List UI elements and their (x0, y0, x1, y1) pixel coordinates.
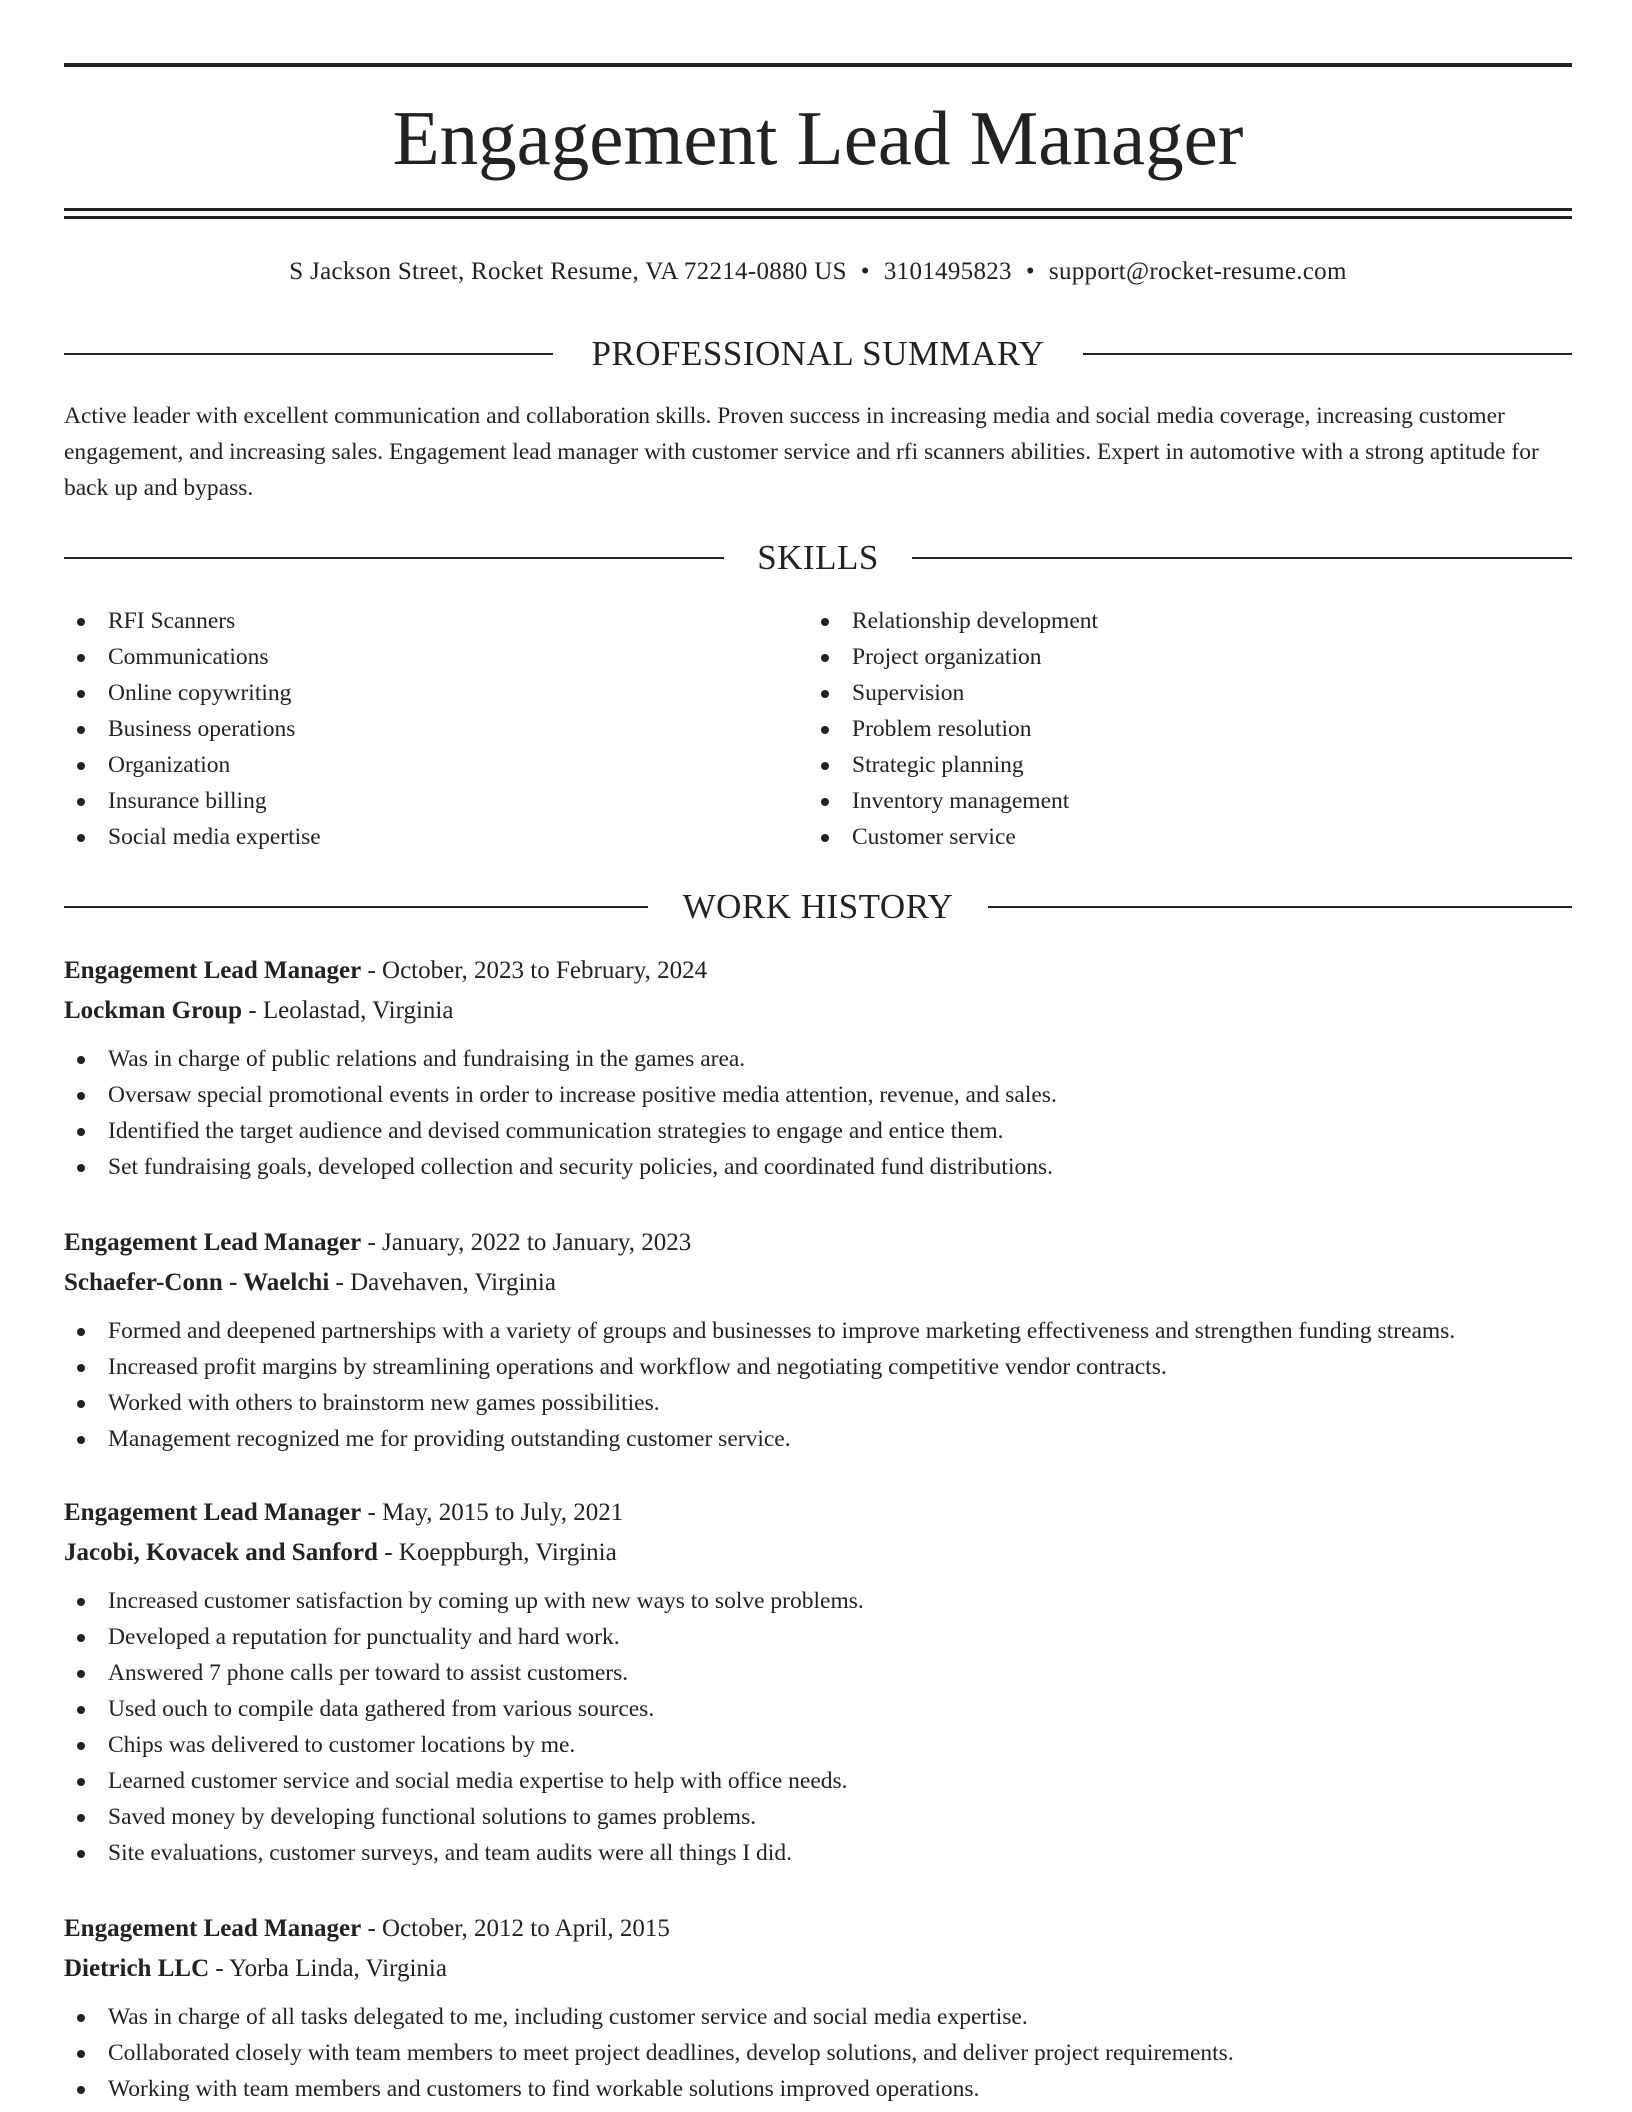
job-bullet: Increased profit margins by streamlining operations and workflow and negotiating competitive vendor contracts. (64, 1349, 1572, 1385)
job-company-line (64, 1949, 1572, 1989)
skills-list-left (64, 603, 804, 855)
job-title: Engagement Lead Manager (64, 957, 362, 984)
job-title: Engagement Lead Manager (64, 1499, 362, 1526)
job-bullet: Working with team members and customers to find workable solutions improved operations. (64, 2071, 1572, 2107)
job-entry (64, 1493, 1572, 1871)
job-title-line (64, 1493, 1572, 1533)
bullet-icon (77, 1778, 85, 1786)
skill-item: Social media expertise (64, 819, 804, 855)
bullet-icon (821, 798, 829, 806)
job-location: - Koeppburgh, Virginia (377, 1539, 617, 1566)
skill-item: Problem resolution (808, 711, 1568, 747)
bullet-icon (77, 1814, 85, 1822)
bullet-icon (77, 1164, 85, 1172)
job-bullet: Site evaluations, customer surveys, and team audits were all things I did. (64, 1835, 1572, 1871)
job-company-line (64, 991, 1572, 1031)
job-bullet: Answered 7 phone calls per toward to assist customers. (64, 1655, 1572, 1691)
job-bullet: Developed a reputation for punctuality and hard work. (64, 1619, 1572, 1655)
job-bullets (64, 1313, 1572, 1457)
bullet-icon (821, 762, 829, 770)
bullet-icon (77, 834, 85, 842)
skill-item: Strategic planning (808, 747, 1568, 783)
job-bullet: Saved money by developing functional solutions to games problems. (64, 1799, 1572, 1835)
job-company-line (64, 1263, 1572, 1303)
skill-item: Inventory management (808, 783, 1568, 819)
summary-text: Active leader with excellent communication and collaboration skills. Proven success in increasing media and social media coverage, increasing customer engagement, and increasing sales. Engagement lead manager with customer service and rfi scanners abilities. Expert in automotive with a strong aptitude for back up and bypass. (64, 403, 1539, 501)
skill-item: Organization (64, 747, 804, 783)
bullet-icon (77, 1092, 85, 1100)
job-bullets (64, 1583, 1572, 1871)
contact-address: S Jackson Street, Rocket Resume, VA 72214-0880 US (289, 258, 847, 285)
bullet-icon (77, 1850, 85, 1858)
contact-separator: • (860, 258, 870, 285)
job-title: Engagement Lead Manager (64, 1229, 362, 1256)
job-bullet: Increased customer satisfaction by coming up with new ways to solve problems. (64, 1583, 1572, 1619)
job-bullets (64, 1041, 1572, 1185)
title-double-rule-upper (64, 208, 1572, 211)
bullet-icon (77, 690, 85, 698)
job-location: - Yorba Linda, Virginia (209, 1955, 447, 1982)
skill-item: Communications (64, 639, 804, 675)
bullet-icon (77, 1400, 85, 1408)
job-company: Jacobi, Kovacek and Sanford (64, 1539, 378, 1566)
skill-item: Customer service (808, 819, 1568, 855)
job-entry (64, 1909, 1572, 2107)
bullet-icon (821, 834, 829, 842)
bullet-icon (77, 2086, 85, 2094)
job-bullet: Learned customer service and social media expertise to help with office needs. (64, 1763, 1572, 1799)
job-title-line (64, 1223, 1572, 1263)
section-header-skills (64, 535, 1572, 581)
job-title: Engagement Lead Manager (64, 1915, 362, 1942)
job-bullet: Used ouch to compile data gathered from various sources. (64, 1691, 1572, 1727)
skill-item: Project organization (808, 639, 1568, 675)
job-bullet: Worked with others to brainstorm new games possibilities. (64, 1385, 1572, 1421)
job-bullet: Formed and deepened partnerships with a variety of groups and businesses to improve marketing effectiveness and strengthen funding streams. (64, 1313, 1572, 1349)
job-company: Dietrich LLC (64, 1955, 210, 1982)
job-bullet: Collaborated closely with team members to meet project deadlines, develop solutions, and deliver project requirements. (64, 2035, 1572, 2071)
job-company-line (64, 1533, 1572, 1573)
bullet-icon (77, 1056, 85, 1064)
bullet-icon (77, 1634, 85, 1642)
bullet-icon (821, 726, 829, 734)
bullet-icon (77, 618, 85, 626)
title-double-rule-lower (64, 216, 1572, 219)
bullet-icon (77, 726, 85, 734)
job-bullet: Chips was delivered to customer locations by me. (64, 1727, 1572, 1763)
job-bullet: Identified the target audience and devised communication strategies to engage and entice them. (64, 1113, 1572, 1149)
job-entry (64, 1223, 1572, 1457)
bullet-icon (77, 1436, 85, 1444)
resume-title: Engagement Lead Manager (392, 95, 1244, 181)
section-header-summary (64, 331, 1572, 377)
job-bullet: Oversaw special promotional events in order to increase positive media attention, revenue, and sales. (64, 1077, 1572, 1113)
job-company: Schaefer-Conn - Waelchi (64, 1269, 330, 1296)
skill-item: Supervision (808, 675, 1568, 711)
skill-item: Relationship development (808, 603, 1568, 639)
section-title-skills: SKILLS (757, 538, 879, 577)
bullet-icon (77, 1128, 85, 1136)
bullet-icon (77, 762, 85, 770)
bullet-icon (821, 690, 829, 698)
skill-item: Online copywriting (64, 675, 804, 711)
section-title-work: WORK HISTORY (682, 887, 954, 926)
bullet-icon (77, 2014, 85, 2022)
job-bullet: Management recognized me for providing outstanding customer service. (64, 1421, 1572, 1457)
job-dates: - January, 2022 to January, 2023 (361, 1229, 692, 1256)
bullet-icon (77, 1598, 85, 1606)
contact-line (64, 254, 1572, 290)
job-entry (64, 951, 1572, 1185)
bullet-icon (77, 1328, 85, 1336)
job-dates: - May, 2015 to July, 2021 (361, 1499, 624, 1526)
bullet-icon (77, 1706, 85, 1714)
contact-phone: 3101495823 (883, 258, 1012, 285)
section-header-work (64, 884, 1572, 930)
skill-item: Insurance billing (64, 783, 804, 819)
job-title-line (64, 1909, 1572, 1949)
job-location: - Davehaven, Virginia (329, 1269, 556, 1296)
contact-separator: • (1025, 258, 1035, 285)
job-bullet: Set fundraising goals, developed collection and security policies, and coordinated fund distributions. (64, 1149, 1572, 1185)
skill-item: RFI Scanners (64, 603, 804, 639)
bullet-icon (77, 1742, 85, 1750)
bullet-icon (77, 1364, 85, 1372)
skill-item: Business operations (64, 711, 804, 747)
job-bullet: Was in charge of all tasks delegated to me, including customer service and social media expertise. (64, 1999, 1572, 2035)
skills-list-right (808, 603, 1568, 855)
bullet-icon (77, 654, 85, 662)
top-rule (64, 63, 1572, 67)
bullet-icon (821, 618, 829, 626)
job-dates: - October, 2012 to April, 2015 (361, 1915, 670, 1942)
bullet-icon (821, 654, 829, 662)
job-bullet: Was in charge of public relations and fundraising in the games area. (64, 1041, 1572, 1077)
job-company: Lockman Group (64, 997, 243, 1024)
job-location: - Leolastad, Virginia (242, 997, 454, 1024)
job-title-line (64, 951, 1572, 991)
bullet-icon (77, 2050, 85, 2058)
bullet-icon (77, 798, 85, 806)
job-dates: - October, 2023 to February, 2024 (361, 957, 708, 984)
section-title-summary: PROFESSIONAL SUMMARY (591, 334, 1045, 373)
job-bullets (64, 1999, 1572, 2107)
contact-email: support@rocket-resume.com (1048, 258, 1347, 285)
bullet-icon (77, 1670, 85, 1678)
